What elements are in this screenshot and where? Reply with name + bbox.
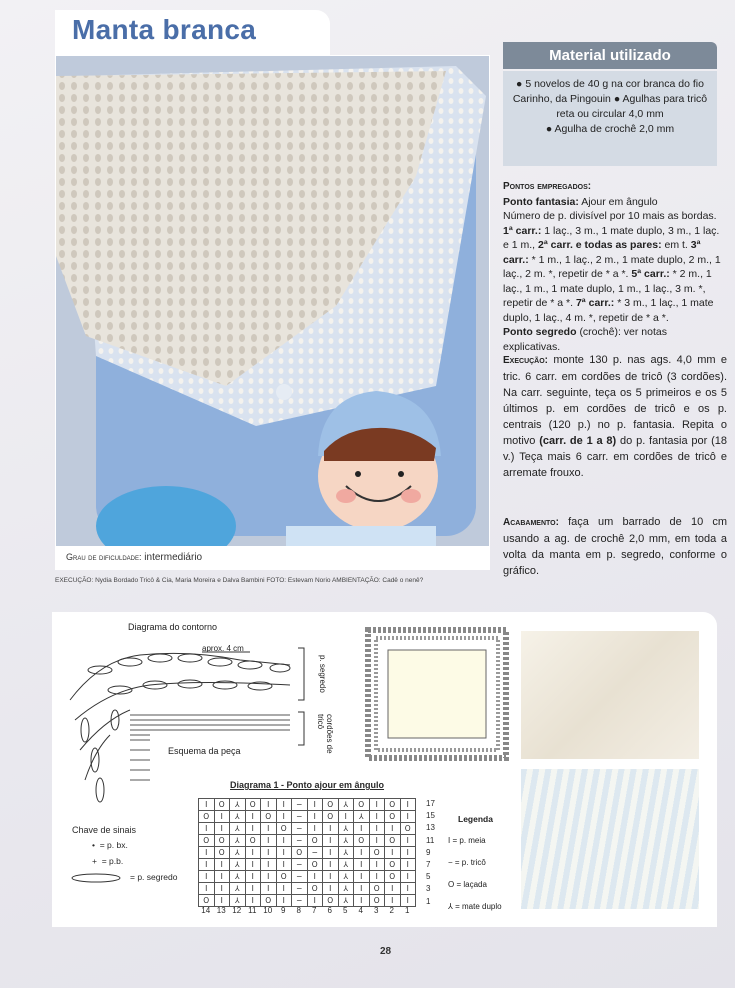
chart-cell: I [276,859,292,871]
row-numbers [426,798,435,908]
chart-cell: − [292,823,308,835]
chart-cell: I [261,871,277,883]
chart-cell: I [261,823,277,835]
chart-cell: ⅄ [230,871,246,883]
chart-cell: ⅄ [338,847,354,859]
column-number: 5 [343,906,348,915]
legend-item [448,896,502,918]
chart-cell: I [323,859,339,871]
chart-cell: I [400,835,416,847]
legend-item [448,830,502,852]
chart-cell: O [199,895,215,907]
chart-cell: I [354,847,370,859]
chart-cell: − [292,811,308,823]
legend-text: = p. tricô [454,858,486,867]
chart-cell: I [338,811,354,823]
chart-cell: I [400,799,416,811]
chart-cell: O [292,847,308,859]
column-number: 7 [312,906,317,915]
chart-cell: I [214,883,230,895]
chart-row [199,847,416,859]
chart-row [199,895,416,907]
execution-bold: (carr. de 1 a 8) [539,435,617,447]
chart-cell: ⅄ [338,883,354,895]
chart-cell: I [354,883,370,895]
chart-cell: − [292,859,308,871]
column-number: 12 [232,906,242,915]
chart-cell: ⅄ [338,859,354,871]
chart-cell: I [323,823,339,835]
row-number: 7 [426,860,431,870]
row-number: 13 [426,823,435,833]
key-item [92,840,128,850]
execution-text: monte 130 p. nas ags. 4,0 mm e tric. 6 carr. em cordões de tricô (3 cordões). Na carr. seguinte, teça os 5 primeiros e os 5 últimos p. em cordões de tricô e os p. centrais (120 p.) no p. fantasia. Repita o motivo [503,354,727,447]
chart-cell: I [323,871,339,883]
column-number: 4 [358,906,363,915]
piece-schema-label: Esquema da peça [168,746,241,756]
chart-cell: I [276,847,292,859]
chart-cell: − [292,895,308,907]
chart-cell: I [276,799,292,811]
row-label: 2ª carr. e todas as pares: [538,239,662,251]
chart-cell: O [354,835,370,847]
chart-cell: ⅄ [338,799,354,811]
row-number: 15 [426,811,435,821]
row-number: 5 [426,872,431,882]
chart-cell: I [261,847,277,859]
chart-cell: ⅄ [230,883,246,895]
chart-cell: I [385,895,401,907]
chart-cell: O [369,883,385,895]
material-header: Material utilizado [503,42,717,69]
chart-cell: O [323,811,339,823]
chart-cell: O [261,895,277,907]
chart-cell: ⅄ [230,895,246,907]
border-schema [362,624,512,764]
difficulty-label: Grau de dificuldade: [66,552,142,562]
row-text: * 3 m., 1 laç., 1 mate duplo, 1 laç., 4 m. *, repetir de * a *. [503,297,714,324]
purl-icon: − [448,858,453,867]
key-text: = p.b. [101,856,124,866]
legend-item [448,852,502,874]
legend-title: Legenda [458,814,493,824]
chart-cell: I [354,895,370,907]
chart-cell: − [292,871,308,883]
chart-cell: I [354,871,370,883]
chart-cell: O [214,847,230,859]
chart-cell: I [199,871,215,883]
chart-cell: ⅄ [230,847,246,859]
chart-cell: I [369,859,385,871]
chart-cell: I [307,799,323,811]
row-number: 9 [426,847,431,857]
bullet-icon: ● [516,78,526,90]
double-decrease-icon: ⅄ [448,902,453,911]
chart-cell: I [199,847,215,859]
label: Ponto fantasia: [503,195,579,208]
segredo-vertical-label: p. segredo [318,655,327,693]
lace-swatch-photo [520,630,700,760]
row-label: 7ª carr.: [575,297,615,309]
chart-row [199,835,416,847]
execution-text: do p. fantasia por (18 v.) Teça mais 6 carr. em cordões de tricô e arremate frouxo. [503,435,727,479]
knit-icon: I [448,836,451,845]
oval-icon [68,872,123,884]
chart-cell: I [214,895,230,907]
material-item: Agulhas para tricô reta ou circular 4,0 mm [556,93,708,120]
column-number: 2 [389,906,394,915]
chart-cell: O [245,835,261,847]
chart-cell: I [276,895,292,907]
column-number: 1 [405,906,410,915]
chart-cell: I [276,883,292,895]
chart-cell: I [261,859,277,871]
chart-cell: O [214,835,230,847]
chart-cell: O [354,799,370,811]
difficulty-value: intermediário [144,552,203,563]
chart-cell: I [369,799,385,811]
chart-cell: I [245,871,261,883]
chart-cell: O [385,811,401,823]
legend-item [448,874,502,896]
chart-row [199,823,416,835]
photo-caption-strip [56,546,490,570]
chart-cell: I [354,823,370,835]
label: Ponto segredo [503,326,577,338]
page-title: Manta branca [72,14,257,45]
chart-cell: O [385,859,401,871]
chart-row [199,799,416,811]
column-number: 6 [327,906,332,915]
chart-cell: − [292,835,308,847]
chart-cell: I [214,859,230,871]
column-numbers [198,906,415,915]
chart-cell: I [369,811,385,823]
chart-cell: ⅄ [338,871,354,883]
chart-cell: I [400,847,416,859]
photo-illustration [56,56,490,546]
chart-cell: O [323,799,339,811]
chart-cell: ⅄ [230,823,246,835]
column-number: 9 [281,906,286,915]
chart-cell: I [214,871,230,883]
chart-legend [448,808,502,918]
key-text: = p. segredo [130,872,178,882]
column-number: 14 [201,906,211,915]
chart-cell: ⅄ [230,811,246,823]
chart-cell: O [276,823,292,835]
chart-cell: ⅄ [230,859,246,871]
chart-cell: I [245,847,261,859]
chart-cell: ⅄ [230,799,246,811]
chart-cell: I [307,823,323,835]
row-text: em t. [664,239,688,251]
chart-cell: I [276,811,292,823]
column-number: 8 [296,906,301,915]
column-number: 13 [216,906,226,915]
legend-text: = mate duplo [455,902,502,911]
chart-cell: I [400,871,416,883]
yarnover-icon: O [448,880,455,889]
chart-cell: I [214,823,230,835]
row-label: 3ª carr.: [503,239,701,266]
material-box [503,71,717,166]
approx-label: aprox. 4 cm [202,644,244,653]
chart-cell: O [307,859,323,871]
finishing-section [503,514,727,579]
chart-cell: I [214,811,230,823]
chart-cell: I [261,799,277,811]
chart-row [199,871,416,883]
chart-cell: I [400,895,416,907]
chart-cell: O [385,871,401,883]
ajour-swatch-photo [520,768,700,910]
chart-cell: I [369,835,385,847]
row-label: 5ª carr.: [631,268,670,280]
finishing-text: faça um barrado de 10 cm usando a ag. de crochê 2,0 mm, em toda a volta da manta em p. segredo, conforme o gráfico. [503,516,728,577]
column-number: 10 [263,906,273,915]
stitch-note: (crochê): ver notas explicativas. [503,326,667,353]
chart-cell: O [323,895,339,907]
chart-cell: I [245,859,261,871]
chart-cell: O [369,895,385,907]
chart-cell: ⅄ [354,811,370,823]
chart-cell: O [199,835,215,847]
chart-cell: I [261,835,277,847]
chart-cell: − [307,847,323,859]
execution-section [503,352,727,481]
material-item: 5 novelos de 40 g na cor branca do fio Carinho, da Pingouin [512,78,704,105]
chart-cell: I [199,883,215,895]
chart-cell: I [307,871,323,883]
dot-icon: • [92,840,95,850]
stitch-name: Ajour em ângulo [581,195,658,208]
chart-title: Diagrama 1 - Ponto ajour em ângulo [230,780,385,790]
key-item [68,872,123,886]
chart-row [199,883,416,895]
section-heading: Pontos empregados: [503,181,592,192]
chart-cell: ⅄ [338,835,354,847]
chart-cell: O [307,835,323,847]
chart-cell: O [245,799,261,811]
chart-cell: O [385,835,401,847]
stitch-intro: Número de p. divisível por 10 mais as bordas. [503,210,717,222]
plus-icon: + [92,856,97,866]
chart-cell: I [245,811,261,823]
contour-diagram-title: Diagrama do contorno [128,622,218,632]
chart-cell: I [199,823,215,835]
column-number: 11 [248,906,257,915]
chart-cell: I [400,859,416,871]
key-text: = p. bx. [99,840,128,850]
row-text: 1 laç., 3 m., 1 mate duplo, 3 m., 1 laç. e 1 m., [503,224,720,251]
bullet-icon: ● [613,93,623,105]
chart-cell: I [307,895,323,907]
material-item: Agulha de crochê 2,0 mm [554,123,675,135]
chart-cell: I [261,883,277,895]
chart-cell: I [323,835,339,847]
chart-cell: − [292,799,308,811]
key-item [92,856,123,866]
row-number: 1 [426,896,431,906]
stitches-section [503,180,727,354]
section-heading: Execução: [503,355,549,366]
chart-cell: ⅄ [338,895,354,907]
row-text: * 2 m., 1 laç., 1 m., 1 mate duplo, 1 m., 1 laç., 3 m. *, repetir de * a *. [503,268,712,309]
chart-cell: I [385,883,401,895]
page-number: 28 [380,946,392,957]
chart-cell: I [400,811,416,823]
chart-cell: I [323,847,339,859]
chart-cell: O [261,811,277,823]
chart-cell: − [292,883,308,895]
chart-cell: I [276,835,292,847]
chart-cell: I [369,871,385,883]
chart-cell: O [214,799,230,811]
row-number: 3 [426,884,431,894]
chart-cell: O [276,871,292,883]
column-number: 3 [374,906,379,915]
chart-cell: I [245,883,261,895]
chart-cell: I [385,847,401,859]
key-title: Chave de sinais [72,825,137,835]
legend-text: = p. meia [452,836,486,845]
chart-cell: I [199,799,215,811]
chart-cell: I [354,859,370,871]
chart-cell: I [245,895,261,907]
chart-cell: O [400,823,416,835]
stitch-rows [503,224,727,326]
stitch-chart [198,798,416,907]
chart-cell: O [369,847,385,859]
blanket-photo [55,55,490,570]
chart-row [199,859,416,871]
chart-row [199,811,416,823]
chart-cell: I [385,823,401,835]
chart-cell: I [369,823,385,835]
row-label: 1ª carr.: [503,224,542,237]
chart-cell: ⅄ [230,835,246,847]
chart-cell: O [199,811,215,823]
chart-cell: O [385,799,401,811]
section-heading: Acabamento: [503,517,559,528]
chart-cell: I [199,859,215,871]
cordoes-vertical-label: cordões de tricô [316,714,334,754]
bullet-icon: ● [545,123,555,135]
difficulty [66,552,202,563]
chart-cell: I [245,823,261,835]
chart-cell: ⅄ [338,823,354,835]
legend-text: = laçada [456,880,487,889]
chart-cell: O [307,883,323,895]
chart-cell: I [400,883,416,895]
row-number: 11 [426,835,435,845]
row-text: * 1 m., 1 laç., 2 m., 1 mate duplo, 2 m., 1 laç., 2 m. *, repetir de * a *. [503,253,721,280]
row-number: 17 [426,799,435,808]
chart-cell: I [323,883,339,895]
chart-cell: I [307,811,323,823]
photo-credits: EXECUÇÃO: Nydia Bordado Tricô & Cia, Maria Moreira e Dalva Bambini FOTO: Estevam Norio AMBIENTAÇÃO: Cadê o nenê? [55,577,424,584]
